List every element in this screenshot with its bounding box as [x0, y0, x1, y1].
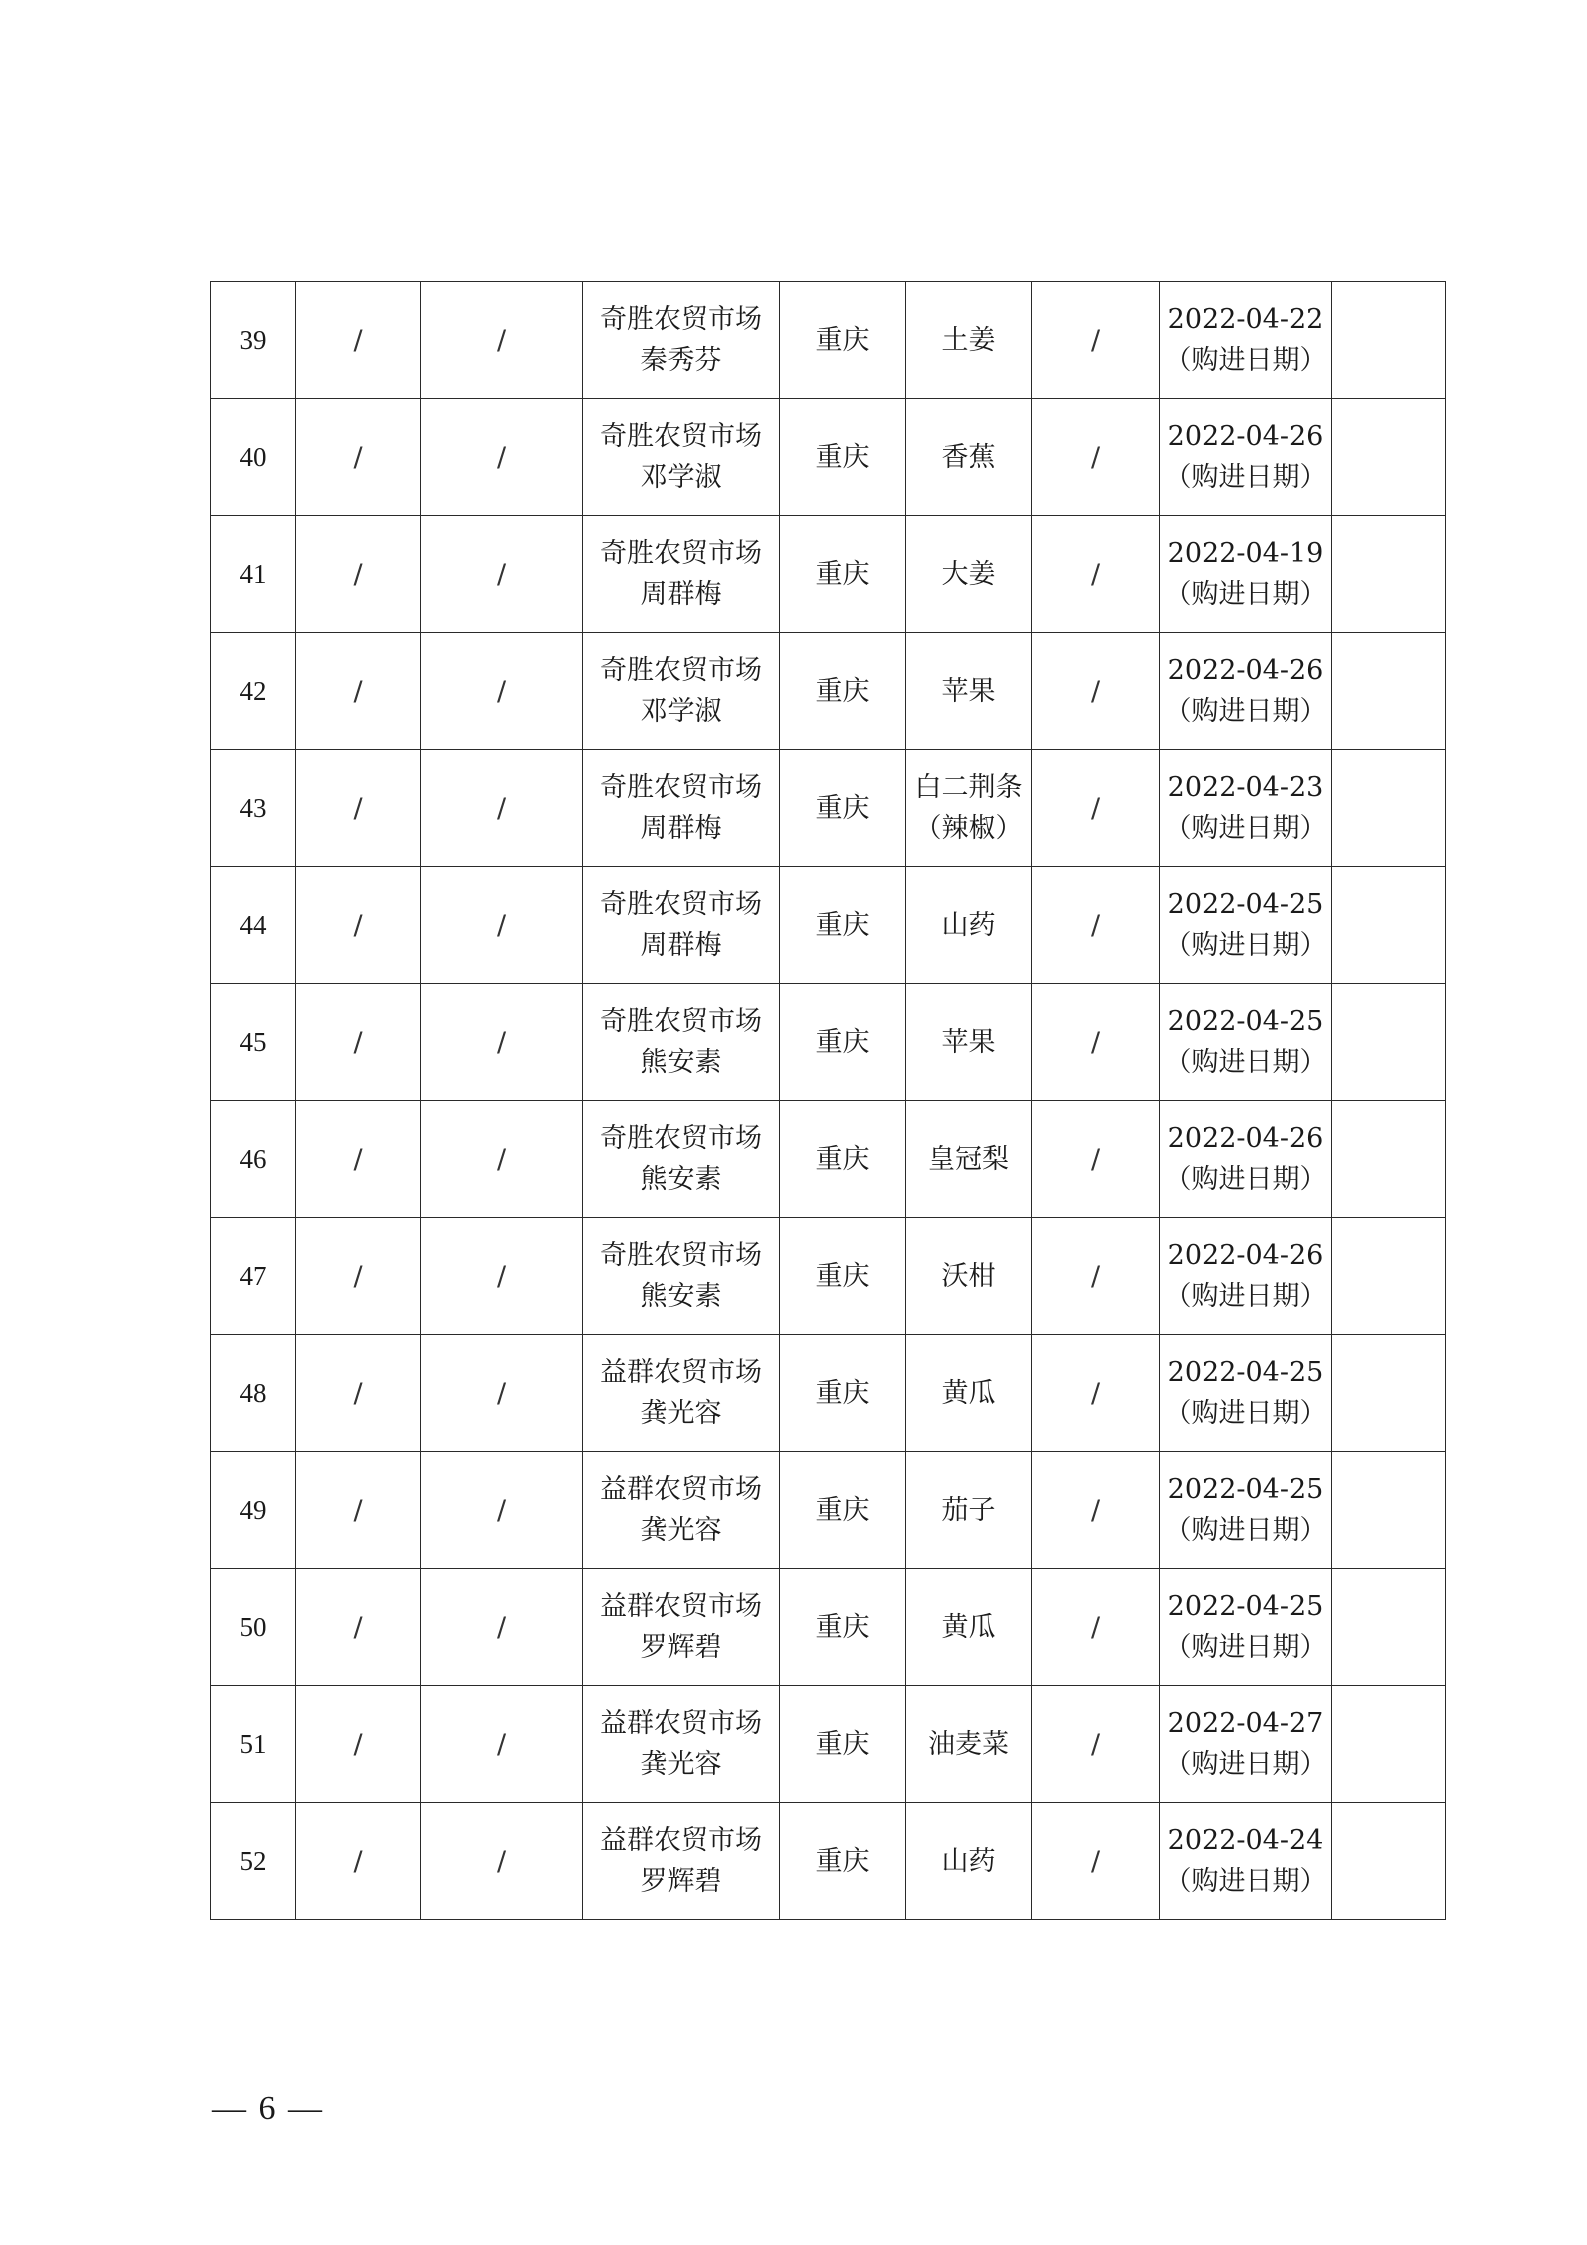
slash-cell — [296, 516, 421, 633]
date-note: （购进日期） — [1164, 1164, 1327, 1195]
table-row — [211, 867, 1446, 984]
empty-mark: / — [496, 1377, 507, 1409]
slash-cell — [421, 1101, 583, 1218]
product-cell — [906, 1101, 1032, 1218]
origin-cell — [780, 399, 906, 516]
empty-mark: / — [496, 1494, 507, 1526]
market-name: 奇胜农贸市场 — [600, 772, 762, 803]
date-cell — [1160, 1803, 1332, 1920]
origin-cell — [780, 1569, 906, 1686]
row-number: 44 — [239, 909, 267, 940]
empty-mark: / — [496, 792, 507, 824]
vendor-name: 邓学淑 — [640, 696, 722, 727]
date-cell — [1160, 516, 1332, 633]
product-cell — [906, 867, 1032, 984]
market-name: 益群农贸市场 — [600, 1474, 762, 1505]
product-name: 香蕉 — [941, 441, 996, 473]
market-name: 益群农贸市场 — [600, 1591, 762, 1622]
date-note: （购进日期） — [1164, 345, 1327, 376]
row-number-cell — [211, 1218, 296, 1335]
product-cell — [906, 1803, 1032, 1920]
empty-mark: / — [496, 558, 507, 590]
date-cell — [1160, 750, 1332, 867]
product-cell — [906, 633, 1032, 750]
empty-mark: / — [1090, 1611, 1101, 1643]
origin-cell — [780, 1803, 906, 1920]
row-number-cell — [211, 1569, 296, 1686]
purchase-date: 2022-04-25 — [1167, 889, 1324, 920]
row-number: 49 — [239, 1494, 267, 1525]
row-number-cell — [211, 1452, 296, 1569]
purchase-date: 2022-04-25 — [1167, 1357, 1324, 1388]
market-name: 奇胜农贸市场 — [600, 1240, 762, 1271]
product-name: 黄瓜 — [941, 1377, 996, 1409]
seller-cell — [583, 282, 780, 399]
blank-cell — [1332, 1101, 1446, 1218]
empty-mark: / — [353, 1494, 363, 1526]
slash-cell — [421, 1686, 583, 1803]
product-name: 白二荆条 — [914, 772, 1023, 803]
row-number: 50 — [239, 1611, 267, 1642]
seller-cell — [583, 1101, 780, 1218]
empty-mark: / — [353, 324, 363, 356]
vendor-name: 熊安素 — [640, 1164, 722, 1195]
inspection-record-table — [210, 281, 1446, 1920]
vendor-name: 邓学淑 — [640, 462, 722, 493]
table-row — [211, 1452, 1446, 1569]
seller-cell — [583, 399, 780, 516]
vendor-name: 周群梅 — [640, 813, 722, 844]
empty-mark: / — [353, 1260, 363, 1292]
date-cell — [1160, 1452, 1332, 1569]
date-note: （购进日期） — [1164, 462, 1327, 493]
vendor-name: 周群梅 — [640, 930, 722, 961]
row-number: 47 — [239, 1260, 267, 1291]
date-cell — [1160, 633, 1332, 750]
purchase-date: 2022-04-26 — [1167, 655, 1324, 686]
seller-cell — [583, 1569, 780, 1686]
row-number: 39 — [239, 324, 267, 355]
slash-cell — [296, 1452, 421, 1569]
row-number: 41 — [239, 558, 267, 589]
slash-cell — [421, 1569, 583, 1686]
market-name: 奇胜农贸市场 — [600, 655, 762, 686]
blank-cell — [1332, 1686, 1446, 1803]
slash-cell — [421, 1335, 583, 1452]
date-cell — [1160, 1569, 1332, 1686]
date-note: （购进日期） — [1164, 1515, 1327, 1546]
product-name: 皇冠梨 — [928, 1143, 1009, 1175]
slash-cell — [1032, 282, 1160, 399]
origin-cell — [780, 867, 906, 984]
date-cell — [1160, 1101, 1332, 1218]
empty-mark: / — [496, 1728, 507, 1760]
purchase-date: 2022-04-25 — [1167, 1474, 1324, 1505]
product-cell — [906, 750, 1032, 867]
empty-mark: / — [353, 1026, 363, 1058]
origin-text: 重庆 — [815, 1611, 870, 1643]
slash-cell — [1032, 516, 1160, 633]
date-cell — [1160, 1686, 1332, 1803]
origin-cell — [780, 984, 906, 1101]
vendor-name: 罗辉碧 — [640, 1866, 722, 1897]
date-note: （购进日期） — [1164, 1398, 1327, 1429]
slash-cell — [1032, 1335, 1160, 1452]
empty-mark: / — [496, 324, 507, 356]
blank-cell — [1332, 282, 1446, 399]
product-name: 山药 — [941, 909, 996, 941]
empty-mark: / — [1090, 1377, 1101, 1409]
row-number-cell — [211, 516, 296, 633]
blank-cell — [1332, 750, 1446, 867]
product-cell — [906, 1335, 1032, 1452]
blank-cell — [1332, 516, 1446, 633]
origin-cell — [780, 282, 906, 399]
slash-cell — [296, 750, 421, 867]
slash-cell — [296, 1218, 421, 1335]
row-number: 45 — [239, 1026, 267, 1057]
table-row — [211, 516, 1446, 633]
table-row — [211, 282, 1446, 399]
date-note: （购进日期） — [1164, 930, 1327, 961]
slash-cell — [421, 399, 583, 516]
origin-cell — [780, 1335, 906, 1452]
blank-cell — [1332, 1569, 1446, 1686]
empty-mark: / — [353, 558, 363, 590]
slash-cell — [296, 1686, 421, 1803]
blank-cell — [1332, 984, 1446, 1101]
seller-cell — [583, 516, 780, 633]
product-cell — [906, 516, 1032, 633]
slash-cell — [421, 516, 583, 633]
row-number-cell — [211, 750, 296, 867]
slash-cell — [296, 399, 421, 516]
seller-cell — [583, 1218, 780, 1335]
date-note: （购进日期） — [1164, 813, 1327, 844]
row-number-cell — [211, 867, 296, 984]
empty-mark: / — [1090, 909, 1101, 941]
vendor-name: 龚光容 — [640, 1398, 722, 1429]
market-name: 奇胜农贸市场 — [600, 421, 762, 452]
product-cell — [906, 1452, 1032, 1569]
seller-cell — [583, 633, 780, 750]
empty-mark: / — [353, 441, 363, 473]
slash-cell — [1032, 1218, 1160, 1335]
purchase-date: 2022-04-23 — [1167, 772, 1324, 803]
slash-cell — [421, 633, 583, 750]
empty-mark: / — [1090, 1143, 1101, 1175]
row-number: 48 — [239, 1377, 267, 1408]
product-name: 黄瓜 — [941, 1611, 996, 1643]
row-number-cell — [211, 282, 296, 399]
seller-cell — [583, 750, 780, 867]
blank-cell — [1332, 1803, 1446, 1920]
slash-cell — [1032, 633, 1160, 750]
slash-cell — [1032, 1803, 1160, 1920]
table-row — [211, 1569, 1446, 1686]
product-name: 油麦菜 — [928, 1728, 1009, 1760]
row-number: 51 — [239, 1728, 267, 1759]
purchase-date: 2022-04-26 — [1167, 1123, 1324, 1154]
date-cell — [1160, 399, 1332, 516]
market-name: 奇胜农贸市场 — [600, 1123, 762, 1154]
vendor-name: 罗辉碧 — [640, 1632, 722, 1663]
purchase-date: 2022-04-22 — [1167, 304, 1324, 335]
row-number-cell — [211, 1335, 296, 1452]
seller-cell — [583, 984, 780, 1101]
slash-cell — [1032, 399, 1160, 516]
table-row — [211, 399, 1446, 516]
seller-cell — [583, 1335, 780, 1452]
seller-cell — [583, 1803, 780, 1920]
slash-cell — [296, 1569, 421, 1686]
market-name: 奇胜农贸市场 — [600, 538, 762, 569]
purchase-date: 2022-04-25 — [1167, 1591, 1324, 1622]
product-name: 山药 — [941, 1845, 996, 1877]
row-number-cell — [211, 399, 296, 516]
empty-mark: / — [353, 909, 363, 941]
blank-cell — [1332, 1218, 1446, 1335]
empty-mark: / — [1090, 675, 1101, 707]
empty-mark: / — [496, 675, 507, 707]
slash-cell — [1032, 867, 1160, 984]
product-cell — [906, 1686, 1032, 1803]
origin-text: 重庆 — [815, 792, 870, 824]
empty-mark: / — [496, 1026, 507, 1058]
purchase-date: 2022-04-25 — [1167, 1006, 1324, 1037]
origin-text: 重庆 — [815, 1026, 870, 1058]
empty-mark: / — [1090, 324, 1101, 356]
empty-mark: / — [496, 909, 507, 941]
slash-cell — [296, 282, 421, 399]
product-name: 大姜 — [941, 558, 996, 590]
date-note: （购进日期） — [1164, 1281, 1327, 1312]
empty-mark: / — [1090, 1845, 1101, 1877]
slash-cell — [1032, 1452, 1160, 1569]
row-number-cell — [211, 1803, 296, 1920]
product-name: 苹果 — [941, 675, 996, 707]
table-row — [211, 1218, 1446, 1335]
origin-cell — [780, 1686, 906, 1803]
empty-mark: / — [496, 1611, 507, 1643]
slash-cell — [1032, 1569, 1160, 1686]
origin-text: 重庆 — [815, 1845, 870, 1877]
empty-mark: / — [353, 792, 363, 824]
origin-text: 重庆 — [815, 1494, 870, 1526]
origin-text: 重庆 — [815, 324, 870, 356]
product-name: 土姜 — [941, 324, 996, 356]
row-number-cell — [211, 1686, 296, 1803]
product-cell — [906, 984, 1032, 1101]
date-cell — [1160, 984, 1332, 1101]
date-note: （购进日期） — [1164, 579, 1327, 610]
table-row — [211, 1686, 1446, 1803]
empty-mark: / — [1090, 792, 1101, 824]
empty-mark: / — [1090, 1260, 1101, 1292]
table-row — [211, 1803, 1446, 1920]
blank-cell — [1332, 1335, 1446, 1452]
purchase-date: 2022-04-26 — [1167, 421, 1324, 452]
empty-mark: / — [353, 675, 363, 707]
empty-mark: / — [496, 441, 507, 473]
origin-text: 重庆 — [815, 558, 870, 590]
origin-cell — [780, 1218, 906, 1335]
row-number: 46 — [239, 1143, 267, 1174]
origin-text: 重庆 — [815, 1260, 870, 1292]
vendor-name: 熊安素 — [640, 1047, 722, 1078]
seller-cell — [583, 867, 780, 984]
origin-cell — [780, 750, 906, 867]
slash-cell — [421, 984, 583, 1101]
product-cell — [906, 1569, 1032, 1686]
empty-mark: / — [1090, 1026, 1101, 1058]
row-number-cell — [211, 633, 296, 750]
origin-cell — [780, 1452, 906, 1569]
empty-mark: / — [496, 1260, 507, 1292]
product-note: （辣椒） — [914, 813, 1023, 844]
product-name: 苹果 — [941, 1026, 996, 1058]
origin-text: 重庆 — [815, 1728, 870, 1760]
empty-mark: / — [353, 1377, 363, 1409]
blank-cell — [1332, 399, 1446, 516]
slash-cell — [296, 1803, 421, 1920]
row-number-cell — [211, 984, 296, 1101]
vendor-name: 龚光容 — [640, 1749, 722, 1780]
slash-cell — [1032, 1686, 1160, 1803]
seller-cell — [583, 1452, 780, 1569]
date-cell — [1160, 1335, 1332, 1452]
product-cell — [906, 399, 1032, 516]
product-name: 茄子 — [941, 1494, 996, 1526]
market-name: 益群农贸市场 — [600, 1357, 762, 1388]
slash-cell — [296, 1101, 421, 1218]
row-number: 40 — [239, 441, 267, 472]
slash-cell — [1032, 984, 1160, 1101]
slash-cell — [1032, 750, 1160, 867]
table-row — [211, 750, 1446, 867]
market-name: 益群农贸市场 — [600, 1825, 762, 1856]
slash-cell — [296, 867, 421, 984]
blank-cell — [1332, 633, 1446, 750]
date-note: （购进日期） — [1164, 696, 1327, 727]
empty-mark: / — [1090, 1494, 1101, 1526]
slash-cell — [296, 633, 421, 750]
row-number: 42 — [239, 675, 267, 706]
market-name: 奇胜农贸市场 — [600, 1006, 762, 1037]
market-name: 奇胜农贸市场 — [600, 889, 762, 920]
vendor-name: 熊安素 — [640, 1281, 722, 1312]
page-number: — 6 — — [212, 2090, 324, 2127]
vendor-name: 秦秀芬 — [640, 345, 722, 376]
date-note: （购进日期） — [1164, 1047, 1327, 1078]
purchase-date: 2022-04-27 — [1167, 1708, 1324, 1739]
origin-cell — [780, 633, 906, 750]
slash-cell — [1032, 1101, 1160, 1218]
product-name: 沃柑 — [941, 1260, 996, 1292]
slash-cell — [421, 1218, 583, 1335]
origin-text: 重庆 — [815, 909, 870, 941]
product-cell — [906, 282, 1032, 399]
origin-text: 重庆 — [815, 675, 870, 707]
slash-cell — [421, 1803, 583, 1920]
slash-cell — [421, 750, 583, 867]
date-note: （购进日期） — [1164, 1632, 1327, 1663]
empty-mark: / — [1090, 441, 1101, 473]
empty-mark: / — [353, 1728, 363, 1760]
purchase-date: 2022-04-26 — [1167, 1240, 1324, 1271]
blank-cell — [1332, 1452, 1446, 1569]
row-number-cell — [211, 1101, 296, 1218]
slash-cell — [296, 1335, 421, 1452]
empty-mark: / — [496, 1845, 507, 1877]
table-body — [211, 282, 1446, 1920]
origin-text: 重庆 — [815, 441, 870, 473]
table-row — [211, 633, 1446, 750]
empty-mark: / — [1090, 558, 1101, 590]
date-cell — [1160, 1218, 1332, 1335]
blank-cell — [1332, 867, 1446, 984]
origin-text: 重庆 — [815, 1377, 870, 1409]
row-number: 52 — [239, 1845, 267, 1876]
seller-cell — [583, 1686, 780, 1803]
row-number: 43 — [239, 792, 267, 823]
empty-mark: / — [353, 1143, 363, 1175]
market-name: 益群农贸市场 — [600, 1708, 762, 1739]
slash-cell — [421, 867, 583, 984]
slash-cell — [421, 1452, 583, 1569]
slash-cell — [421, 282, 583, 399]
table-row — [211, 1335, 1446, 1452]
origin-cell — [780, 516, 906, 633]
date-cell — [1160, 867, 1332, 984]
date-cell — [1160, 282, 1332, 399]
product-cell — [906, 1218, 1032, 1335]
empty-mark: / — [353, 1611, 363, 1643]
purchase-date: 2022-04-19 — [1167, 538, 1324, 569]
empty-mark: / — [496, 1143, 507, 1175]
purchase-date: 2022-04-24 — [1167, 1825, 1324, 1856]
slash-cell — [296, 984, 421, 1101]
vendor-name: 周群梅 — [640, 579, 722, 610]
date-note: （购进日期） — [1164, 1749, 1327, 1780]
origin-text: 重庆 — [815, 1143, 870, 1175]
vendor-name: 龚光容 — [640, 1515, 722, 1546]
empty-mark: / — [353, 1845, 363, 1877]
table-row — [211, 1101, 1446, 1218]
empty-mark: / — [1090, 1728, 1101, 1760]
market-name: 奇胜农贸市场 — [600, 304, 762, 335]
origin-cell — [780, 1101, 906, 1218]
table-row — [211, 984, 1446, 1101]
date-note: （购进日期） — [1164, 1866, 1327, 1897]
